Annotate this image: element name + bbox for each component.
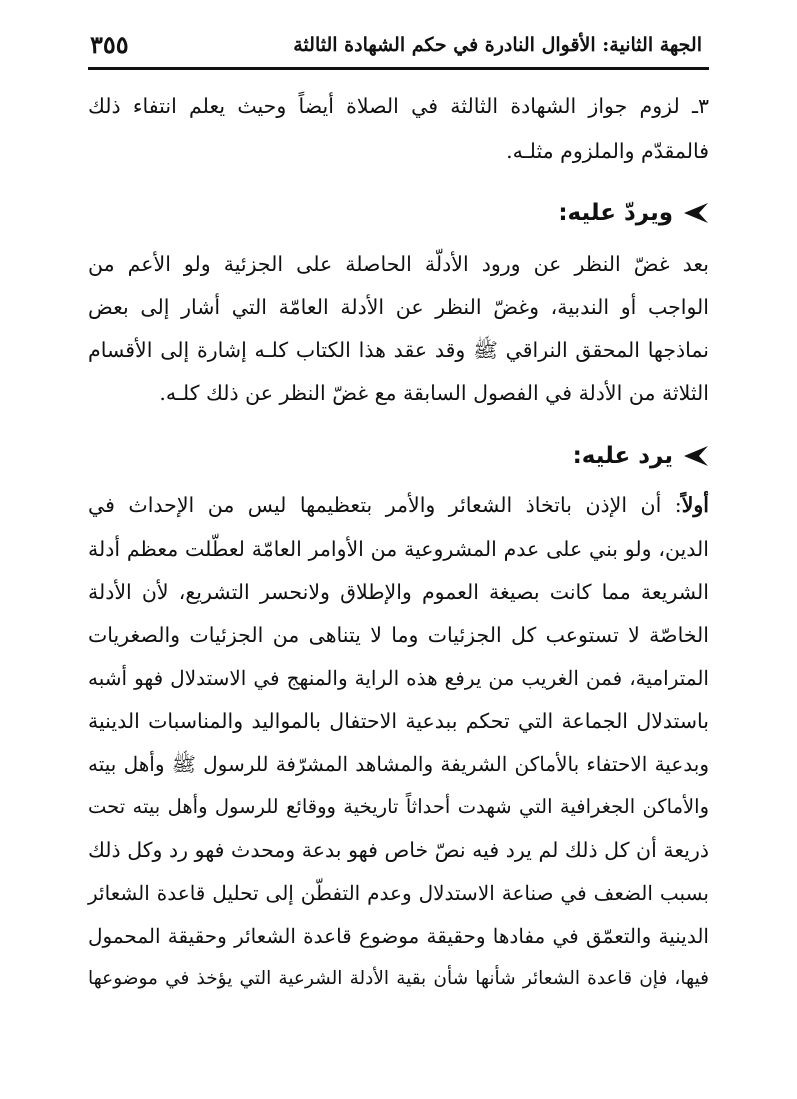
text-line: ٣ـ لزوم جواز الشهادة الثالثة في الصلاة أيضاً وحيث يعلم انتفاء ذلك bbox=[88, 94, 709, 118]
text-line: الخاصّة لا تستوعب كل الجزئيات وما لا يتناهى من الجزئيات والصغريات bbox=[88, 623, 709, 647]
text-line-first bbox=[88, 491, 709, 519]
section-heading-objection bbox=[558, 200, 709, 226]
arrow-bullet-icon bbox=[683, 445, 709, 467]
section-heading-response bbox=[573, 443, 709, 469]
text-line: فيها، فإن قاعدة الشعائر شأنها شأن بقية الأدلة الشرعية التي يؤخذ في موضوعها bbox=[88, 968, 709, 989]
text-line: بعد غضّ النظر عن ورود الأدلّة الحاصلة على الجزئية ولو الأعم من bbox=[88, 252, 709, 276]
text-line: باستدلال الجماعة التي تحكم ببدعية الاحتفال بالمواليد والمناسبات الدينية bbox=[88, 709, 709, 733]
text-line: المترامية، فمن الغريب من يرفع هذه الراية والمنهج في الاستدلال فهو أشبه bbox=[88, 666, 709, 690]
first-line-text: : أن الإذن باتخاذ الشعائر والأمر بتعظيمها ليس من الإحداث في bbox=[88, 493, 682, 517]
firstly-label: أولاً bbox=[681, 493, 709, 517]
text-line: الدين، ولو بني على عدم المشروعية من الأوامر العامّة لعطّلت معظم أدلة bbox=[88, 537, 709, 561]
text-line: ذريعة أن كل ذلك لم يرد فيه نصّ خاص فهو بدعة ومحدث فهو رد وكل ذلك bbox=[88, 838, 709, 862]
running-header bbox=[90, 28, 702, 66]
text-line: نماذجها المحقق النراقي ﷺ وقد عقد هذا الكتاب كلـه إشارة إلى الأقسام bbox=[88, 338, 709, 362]
text-line: والأماكن الجغرافية التي شهدت أحداثاً تاريخية ووقائع للرسول وأهل بيته تحت bbox=[88, 795, 709, 818]
text-line: فالمقدّم والملزوم مثلـه. bbox=[506, 139, 709, 163]
heading-label: ويردّ عليه: bbox=[558, 200, 673, 226]
page-number: ٣٥٥ bbox=[90, 30, 129, 59]
heading-label: يرد عليه: bbox=[572, 443, 673, 469]
text-line: بسبب الضعف في صناعة الاستدلال وعدم التفطّن إلى تحليل قاعدة الشعائر bbox=[88, 881, 709, 905]
text-line: الشريعة مما كانت بصيغة العموم والإطلاق ولانحسر التشريع، لأن الأدلة bbox=[88, 580, 709, 604]
arrow-bullet-icon bbox=[683, 202, 709, 224]
text-line: الدينية والتعمّق في مفادها وحقيقة موضوع قاعدة الشعائر وحقيقة المحمول bbox=[88, 924, 709, 948]
text-line: الواجب أو الندبية، وغضّ النظر عن الأدلة العامّة التي أشار إلى بعض bbox=[88, 295, 709, 319]
header-divider bbox=[88, 67, 709, 70]
text-line: وبدعية الاحتفاء بالأماكن الشريفة والمشاهد المشرّفة للرسول ﷺ وأهل بيته bbox=[88, 752, 709, 776]
text-line: الثلاثة من الأدلة في الفصول السابقة مع غضّ النظر عن ذلك كلـه. bbox=[159, 381, 709, 405]
header-title: الجهة الثانية: الأقوال النادرة في حكم الشهادة الثالثة bbox=[293, 34, 702, 56]
